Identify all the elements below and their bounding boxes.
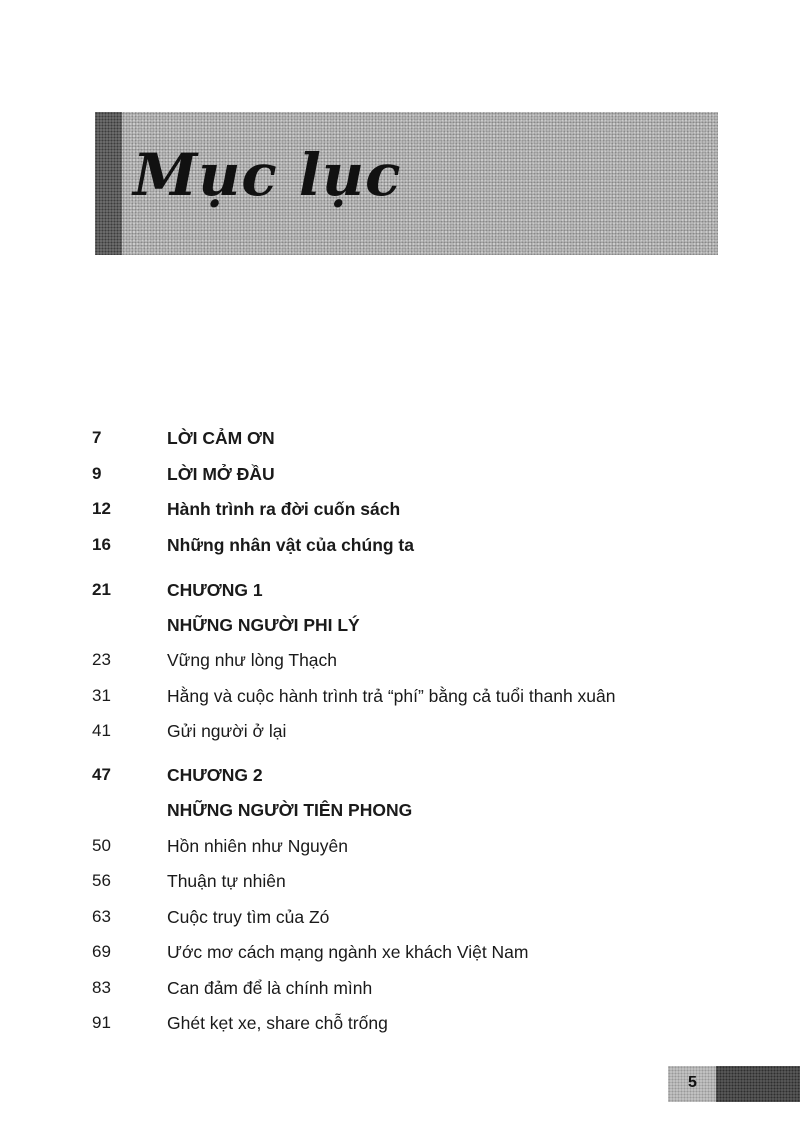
- toc-entry[interactable]: [92, 1010, 388, 1036]
- toc-page-number: 9: [92, 464, 102, 483]
- toc-title: Vững như lòng Thạch: [167, 649, 338, 670]
- toc-entry[interactable]: [92, 904, 329, 930]
- toc-entry[interactable]: [92, 833, 348, 859]
- toc-chapter-heading[interactable]: [92, 762, 263, 788]
- toc-page-number: 56: [92, 871, 111, 890]
- toc-title: Ghét kẹt xe, share chỗ trống: [167, 1012, 388, 1033]
- toc-chapter-title[interactable]: [167, 612, 360, 638]
- toc-page-number: 91: [92, 1013, 111, 1032]
- toc-title: LỜI CẢM ƠN: [167, 427, 275, 448]
- page-title: Mục lục: [133, 141, 402, 209]
- toc-title: Ước mơ cách mạng ngành xe khách Việt Nam: [167, 941, 529, 962]
- toc-page-number: 63: [92, 907, 111, 926]
- toc-entry[interactable]: [92, 683, 616, 709]
- toc-page-number: 31: [92, 686, 111, 705]
- toc-page-number: 47: [92, 765, 111, 784]
- page-number-badge: [668, 1066, 800, 1102]
- toc-title: Cuộc truy tìm của Zó: [167, 906, 330, 927]
- toc-page-number: 83: [92, 978, 111, 997]
- toc-page-number: 41: [92, 721, 111, 740]
- toc-entry[interactable]: [92, 461, 275, 487]
- toc-title: CHƯƠNG 2: [167, 764, 263, 785]
- toc-entry[interactable]: [92, 718, 286, 744]
- toc-title: Can đảm để là chính mình: [167, 977, 373, 998]
- toc-page-number: 69: [92, 942, 111, 961]
- toc-entry[interactable]: [92, 939, 529, 965]
- toc-chapter-title[interactable]: [167, 797, 412, 823]
- toc-title: CHƯƠNG 1: [167, 579, 263, 600]
- toc-page-number: 16: [92, 535, 111, 554]
- toc-page-number: 21: [92, 580, 111, 599]
- toc-title: Hằng và cuộc hành trình trả “phí” bằng cả tuổi thanh xuân: [167, 685, 616, 706]
- toc-entry[interactable]: [92, 975, 372, 1001]
- toc-page-number: 12: [92, 499, 111, 518]
- toc-title: NHỮNG NGƯỜI TIÊN PHONG: [167, 799, 413, 820]
- toc-title: NHỮNG NGƯỜI PHI LÝ: [167, 614, 360, 635]
- toc-entry[interactable]: [92, 425, 275, 451]
- toc-entry[interactable]: [92, 496, 400, 522]
- toc-chapter-heading[interactable]: [92, 577, 263, 603]
- toc-entry[interactable]: [92, 647, 337, 673]
- toc-page-number: 7: [92, 428, 102, 447]
- toc-entry[interactable]: [92, 868, 286, 894]
- toc-page-number: 23: [92, 650, 111, 669]
- page-number: 5: [688, 1074, 697, 1091]
- toc-title: LỜI MỞ ĐẦU: [167, 463, 275, 484]
- toc-title: Hồn nhiên như Nguyên: [167, 835, 349, 856]
- toc-title: Thuận tự nhiên: [167, 870, 286, 891]
- page-badge-dark: [716, 1066, 800, 1102]
- toc-title: Những nhân vật của chúng ta: [167, 534, 414, 555]
- toc-title: Gửi người ở lại: [167, 720, 287, 741]
- toc-entry[interactable]: [92, 532, 414, 558]
- toc-title: Hành trình ra đời cuốn sách: [167, 498, 401, 519]
- toc-page-number: 50: [92, 836, 111, 855]
